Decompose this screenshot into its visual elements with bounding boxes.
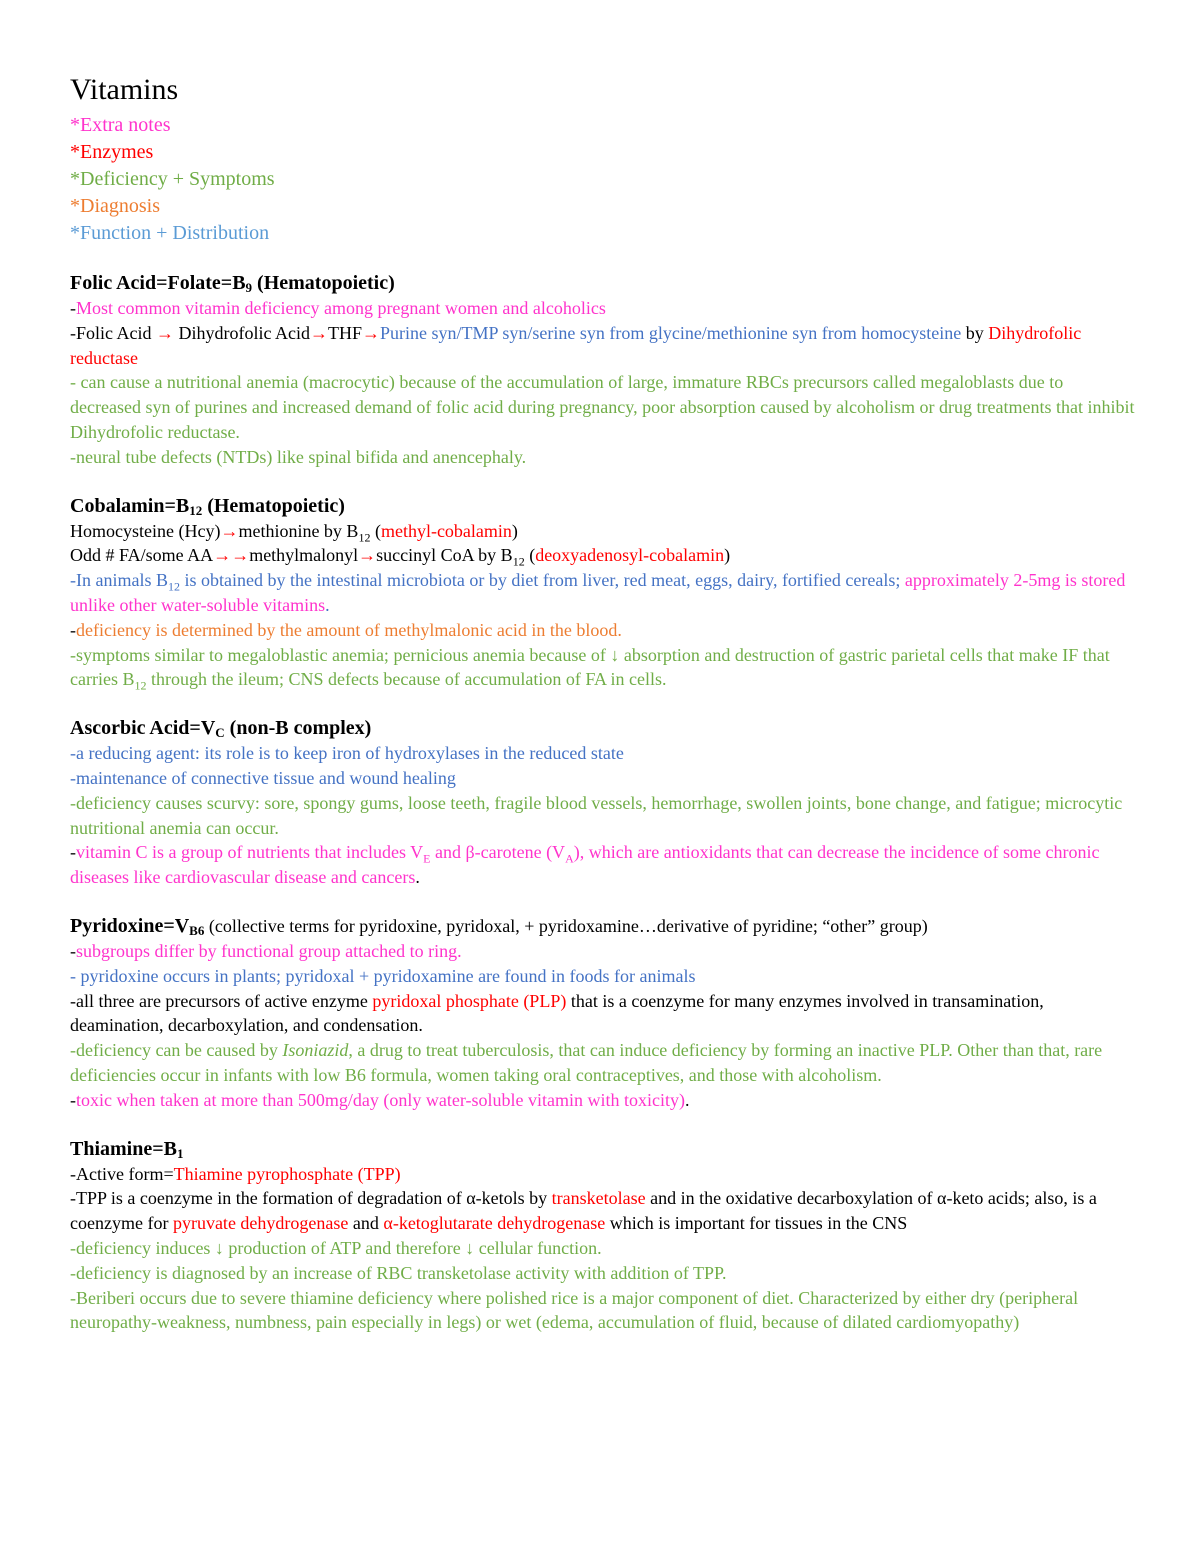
section-pyridoxine [70, 914, 1135, 1113]
section-heading: Ascorbic Acid=VC (non-B complex) [70, 717, 372, 741]
legend-extra-notes: *Extra notes [70, 114, 171, 136]
line-deficiency: -deficiency induces ↓ production of ATP and therefore ↓ cellular function. [70, 1237, 602, 1258]
section-heading: Cobalamin=B12 (Hematopoietic) [70, 494, 345, 518]
line-deficiency: -deficiency causes scurvy: sore, spongy gums, loose teeth, fragile blood vessels, hemorrhage, swollen joints, bone change, and fatigue; microcytic nutritional anemia can occur. [70, 792, 1123, 838]
line-function: - pyridoxine occurs in plants; pyridoxal + pyridoxamine are found in foods for animals [70, 965, 696, 986]
legend-enzymes: *Enzymes [70, 141, 154, 163]
section-thiamine [70, 1137, 1135, 1336]
line-deficiency: -neural tube defects (NTDs) like spinal bifida and anencephaly. [70, 446, 527, 467]
arrow-icon: → [309, 322, 328, 343]
section-folic-acid [70, 271, 1135, 470]
section-cobalamin [70, 494, 1135, 693]
document-page [70, 70, 1135, 1335]
page-title: Vitamins [70, 73, 179, 106]
arrow-icon: → [362, 322, 380, 343]
line-function: -In animals $B_{12}$ is obtained by the intestinal microbiota or by diet from liver, red meat, eggs, dairy, fortified cereals; approximately 2-5mg is stored unlike other water-soluble vitamins. [70, 570, 1126, 615]
arrow-icon: → [231, 545, 250, 566]
line-diagnosis: -deficiency is determined by the amount of methylmalonic acid in the blood. [70, 619, 622, 640]
legend-deficiency: *Deficiency + Symptoms [70, 168, 275, 190]
line-extra: -Most common vitamin deficiency among pregnant women and alcoholics [70, 298, 606, 318]
line-extra: -toxic when taken at more than 500mg/day (only water-soluble vitamin with toxicity). [70, 1089, 690, 1110]
line-function: -maintenance of connective tissue and wound healing [70, 767, 456, 788]
line-extra: -subgroups differ by functional group attached to ring. [70, 940, 462, 961]
legend-function: *Function + Distribution [70, 222, 270, 244]
line-enzyme: -all three are precursors of active enzyme pyridoxal phosphate (PLP) that is a coenzyme for many enzymes involved in transamination, deamination, decarboxylation, and condensation. [70, 990, 1044, 1036]
arrow-icon: → [213, 545, 232, 566]
line-deficiency: -deficiency can be caused by Isoniazid, a drug to treat tuberculosis, that can induce deficiency by forming an inactive PLP. Other than that, rare deficiencies occur in infants with low B6 formula, women taking oral contraceptives, and those with alcoholism. [70, 1040, 1103, 1085]
section-heading: Thiamine=B1 [70, 1137, 184, 1161]
line-deficiency: -symptoms similar to megaloblastic anemia; pernicious anemia because of ↓ absorption and destruction of gastric parietal cells that make IF that carries $B_{12}$ through the ileum; CNS defects because of accumulation of FA in cells. [70, 644, 1110, 693]
line-deficiency: - can cause a nutritional anemia (macrocytic) because of the accumulation of large, immature RBCs precursors called megaloblasts due to decreased syn of purines and increased demand of folic acid during pregnancy, poor absorption caused by alcoholism or drug treatments that inhibit Dihydrofolic reductase. [70, 372, 1135, 442]
arrow-icon: → [358, 545, 377, 566]
line-diagnosis: -deficiency is diagnosed by an increase of RBC transketolase activity with addition of TPP. [70, 1262, 727, 1283]
line-extra: -vitamin C is a group of nutrients that includes $V_E$ and β-carotene $(V_A)$, which are antioxidants that can decrease the incidence of some chronic diseases like cardiovascular disease and cancers. [70, 842, 1100, 888]
section-ascorbic-acid [70, 716, 1135, 890]
section-heading: Pyridoxine=VB6 (collective terms for pyridoxine, pyridoxal, + pyridoxamine…derivative of pyridine; “other” group) [70, 914, 928, 938]
section-heading: Folic Acid=Folate=B9 (Hematopoietic) [70, 272, 395, 295]
line-pathway: -Folic Acid → Dihydrofolic Acid→THF→Purine syn/TMP syn/serine syn from glycine/methionine syn from homocysteine by Dihydrofolic reductase [70, 322, 1082, 368]
color-legend [70, 112, 1135, 247]
line-function: -a reducing agent: its role is to keep iron of hydroxylases in the reduced state [70, 743, 624, 764]
line-deficiency: -Beriberi occurs due to severe thiamine deficiency where polished rice is a major component of diet. Characterized by either dry (peripheral neuropathy-weakness, numbness, pain especially in legs) or wet (edema, accumulation of fluid, because of dilated cardiomyopathy) [70, 1287, 1079, 1333]
line-pathway: Odd # FA/some AA→→methylmalonyl→succinyl CoA by $B_{12}$ (deoxyadenosyl-cobalamin) [70, 545, 731, 569]
arrow-icon: → [156, 322, 174, 343]
line-enzyme: -TPP is a coenzyme in the formation of degradation of α-ketols by transketolase and in the oxidative decarboxylation of α-keto acids; also, is a coenzyme for pyruvate dehydrogenase and α-ketoglutarate dehydrogenase which is important for tissues in the CNS [70, 1188, 1097, 1234]
line-pathway: Homocysteine (Hcy)→methionine by $B_{12}$ (methyl-cobalamin) [70, 520, 518, 545]
legend-diagnosis: *Diagnosis [70, 195, 160, 217]
line-enzyme: -Active form=Thiamine pyrophosphate (TPP) [70, 1163, 401, 1184]
arrow-icon: → [220, 520, 239, 541]
